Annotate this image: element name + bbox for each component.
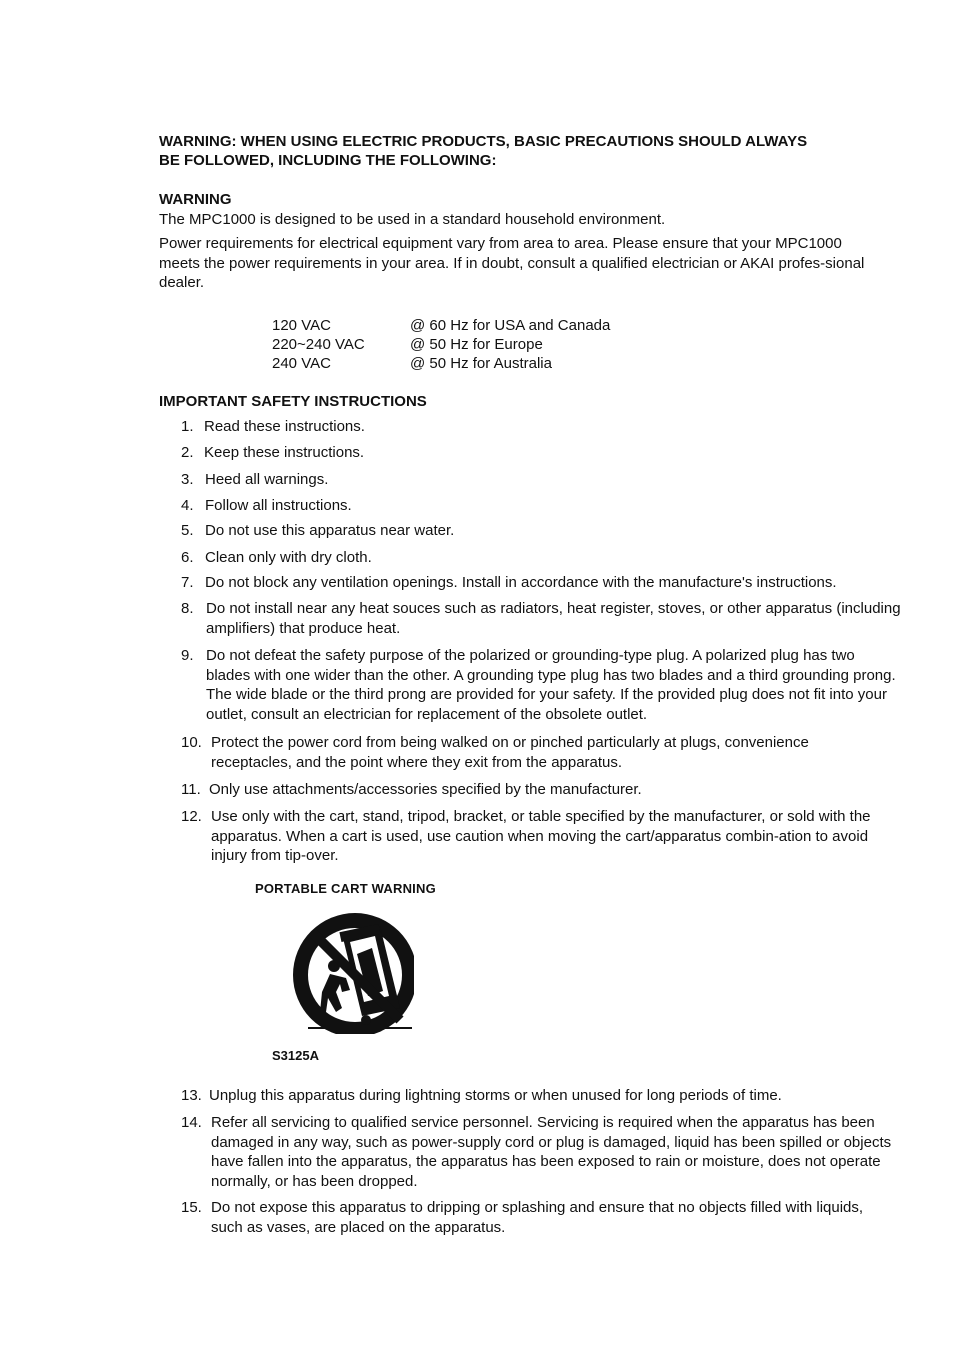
list-item-text: Clean only with dry cloth. (205, 549, 372, 566)
list-item-number: 9. (181, 647, 194, 664)
list-item (181, 733, 885, 772)
list-item-number: 3. (181, 471, 194, 488)
list-item-text: Do not use this apparatus near water. (205, 522, 455, 539)
list-item-number: 11. (181, 781, 201, 798)
list-item-text: Use only with the cart, stand, tripod, bracket, or table specified by the manufacturer, or sold with the apparatus. When a cart is used, use caution when moving the cart/apparatus combin-ation to avoid injury from tip-over. (211, 808, 871, 864)
list-item-number: 14. (181, 1114, 202, 1131)
main-warning (159, 133, 899, 170)
list-item-text: Only use attachments/accessories specified by the manufacturer. (209, 781, 642, 798)
warning-para-1: The MPC1000 is designed to be used in a standard household environment. (159, 211, 666, 228)
list-item-number: 12. (181, 808, 202, 825)
voltage-value: 120 VAC (272, 317, 331, 334)
list-item-text: Unplug this apparatus during lightning storms or when unused for long periods of time. (209, 1087, 782, 1104)
list-item-number: 10. (181, 734, 202, 751)
list-item (181, 573, 921, 593)
list-item-text: Do not defeat the safety purpose of the polarized or grounding-type plug. A polarized plug has two blades with one wider than the other. A grounding type plug has two blades and a third grounding prong. The wide blade or the third prong are provided for your safety. If the provided plug does not fit into your outlet, consult an electrician for replacement of the obsolete outlet. (206, 647, 896, 723)
main-warning-line2: BE FOLLOWED, INCLUDING THE FOLLOWING: (159, 151, 497, 169)
list-item-number: 6. (181, 549, 194, 566)
list-item-text: Read these instructions. (204, 418, 365, 435)
list-item (181, 807, 903, 866)
list-item (181, 1198, 881, 1237)
warning-heading: WARNING (159, 191, 232, 208)
no-cart-tipping-icon (290, 912, 414, 1034)
list-item-text: Keep these instructions. (204, 444, 365, 461)
list-item (181, 417, 911, 437)
list-item (181, 1086, 911, 1106)
list-item-text: Do not install near any heat souces such as radiators, heat register, stoves, or other apparatus (including amplifiers) that produce heat. (206, 600, 901, 637)
list-item-text: Protect the power cord from being walked on or pinched particularly at plugs, convenience receptacles, and the point where they exit from the apparatus. (211, 734, 809, 771)
list-item-text: Do not block any ventilation openings. Install in accordance with the manufacture's instructions. (205, 574, 837, 591)
list-item-text: Heed all warnings. (205, 471, 329, 488)
list-item (181, 1113, 903, 1191)
list-item (181, 599, 903, 638)
voltage-value: 220~240 VAC (272, 336, 365, 353)
main-warning-line1: WARNING: WHEN USING ELECTRIC PRODUCTS, BASIC PRECAUTIONS SHOULD ALWAYS (159, 133, 808, 150)
list-item-text: Refer all servicing to qualified service personnel. Servicing is required when the apparatus has been damaged in any way, such as power-supply cord or plug is damaged, liquid has been spilled or objects have fallen into the apparatus, the apparatus has been exposed to rain or moisture, does not operate normally, or has been dropped. (211, 1114, 892, 1190)
list-item-number: 7. (181, 574, 194, 591)
list-item (181, 548, 911, 568)
list-item (181, 521, 911, 541)
list-item-text: Follow all instructions. (205, 497, 352, 514)
list-item (181, 646, 903, 724)
warning-para-2: Power requirements for electrical equipment vary from area to area. Please ensure that your MPC1000 meets the power requirements in your area. If in doubt, consult a qualified electrician or AKAI profes-sional dealer. (159, 235, 865, 291)
list-item-number: 15. (181, 1199, 202, 1216)
list-item (181, 443, 911, 463)
list-item-number: 4. (181, 497, 194, 514)
list-item (181, 470, 911, 490)
list-item-number: 13. (181, 1087, 202, 1104)
list-item-number: 5. (181, 522, 194, 539)
cart-warning-code: S3125A (272, 1048, 319, 1063)
list-item-number: 2. (181, 444, 194, 461)
voltage-value: 240 VAC (272, 355, 331, 372)
frequency-value: @ 50 Hz for Europe (410, 336, 543, 353)
frequency-value: @ 60 Hz for USA and Canada (410, 317, 611, 334)
cart-warning-title: PORTABLE CART WARNING (255, 881, 436, 896)
list-item (181, 496, 911, 516)
list-item (181, 780, 911, 800)
list-item-number: 1. (181, 418, 194, 435)
list-item-text: Do not expose this apparatus to dripping or splashing and ensure that no objects filled with liquids, such as vases, are placed on the apparatus. (211, 1199, 864, 1236)
list-item-number: 8. (181, 600, 194, 617)
frequency-value: @ 50 Hz for Australia (410, 355, 552, 372)
instructions-heading: IMPORTANT SAFETY INSTRUCTIONS (159, 393, 427, 410)
